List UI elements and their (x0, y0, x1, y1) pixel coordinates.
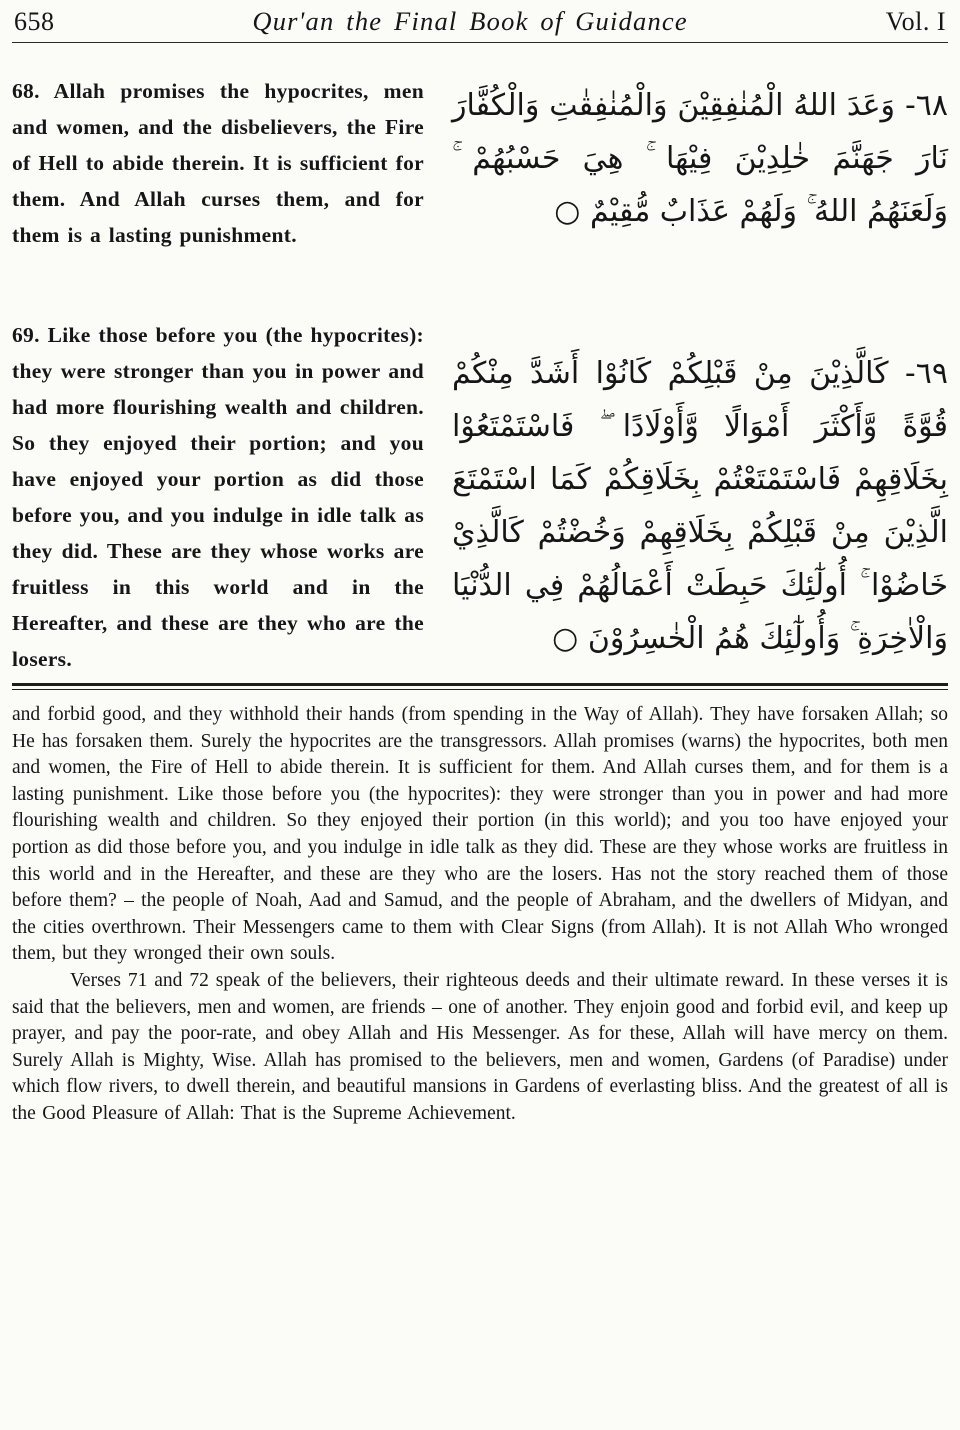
verses-section (12, 43, 948, 677)
verse-row-69 (12, 317, 948, 677)
commentary-section (12, 702, 948, 1128)
volume-label: Vol. I (885, 7, 946, 36)
verse-69-arabic-text: ٦٩- كَالَّذِيْنَ مِنْ قَبْلِكُمْ كَانُوْا أَشَدَّ مِنْكُمْ قُوَّةً وَّأَكْثَرَ أَمْوَالًا وَّأَوْلَادًا ۖ فَاسْتَمْتَعُوْا بِخَلَاقِهِمْ فَاسْتَمْتَعْتُمْ بِخَلَاقِكُمْ كَمَا اسْتَمْتَعَ الَّذِيْنَ مِنْ قَبْلِكُمْ بِخَلَاقِهِمْ وَخُضْتُمْ كَالَّذِيْ خَاضُوْا ۚ أُولٰٓئِكَ حَبِطَتْ أَعْمَالُهُمْ فِي الدُّنْيَا وَالْاٰخِرَةِ ۚ وَأُولٰٓئِكَ هُمُ الْخٰسِرُوْنَ ○ (452, 356, 948, 656)
page-number: 658 (14, 7, 55, 36)
page-header (12, 4, 948, 43)
book-title: Qur'an the Final Book of Guidance (252, 6, 688, 36)
verse-68-arabic-text: ٦٨- وَعَدَ اللهُ الْمُنٰفِقِيْنَ وَالْمُنٰفِقٰتِ وَالْكُفَّارَ نَارَ جَهَنَّمَ خٰلِدِيْنَ فِيْهَا ۚ هِيَ حَسْبُهُمْ ۚ وَلَعَنَهُمُ اللهُ ۚ وَلَهُمْ عَذَابٌ مُّقِيْمٌ ○ (452, 88, 948, 229)
verse-69-english-translation: 69. Like those before you (the hypocrites): they were stronger than you in power and had more flourishing wealth and children. So they enjoyed their portion; and you have enjoyed your portion as did those before you, and you indulge in idle talk as they did. These are they whose works are fruitless in this world and in the Hereafter, and these are they who are the losers. (12, 323, 424, 671)
verse-68-english-translation: 68. Allah promises the hypocrites, men and women, and the disbelievers, the Fire of Hell to abide therein. It is sufficient for them. And Allah curses them, and for them is a lasting punishment. (12, 79, 424, 247)
commentary-divider (12, 683, 948, 690)
verse-row-68 (12, 73, 948, 253)
commentary-paragraph-1: and forbid good, and they withhold their hands (from spending in the Way of Allah). They have forsaken Allah; so He has forsaken them. Surely the hypocrites are the transgressors. Allah promises (warns) the hypocrites, both men and women, the Fire of Hell to abide therein. It is sufficient for them. And Allah curses them, and for them is a lasting punishment. Like those before you (the hypocrites): they were stronger than you in power and had more flourishing wealth and children. So they enjoyed their portion (in this world); and you too have enjoyed your portion as did those before you, and you indulge in idle talk as they did. These are they whose works are fruitless in this world and in the Hereafter, and these are they who are the losers. Has not the story reached them of those before them? – the people of Noah, Aad and Samud, and the people of Abraham, and the dwellers of Midyan, and the cities overthrown. Their Messengers came to them with Clear Signs (from Allah). It is not Allah Who wronged them, but they wronged their own souls. (12, 704, 948, 965)
commentary-paragraph-2: Verses 71 and 72 speak of the believers, their righteous deeds and their ultimate reward. In these verses it is said that the believers, men and women, are friends – one of another. They enjoin good and forbid evil, and keep up prayer, and pay the poor-rate, and obey Allah and His Messenger. As for these, Allah will have mercy on them. Surely Allah is Mighty, Wise. Allah has promised to the believers, men and women, Gardens (of Paradise) under which flow rivers, to dwell therein, and beautiful mansions in Gardens of everlasting bliss. And the greatest of all is the Good Pleasure of Allah: That is the Supreme Achievement. (12, 969, 948, 1124)
